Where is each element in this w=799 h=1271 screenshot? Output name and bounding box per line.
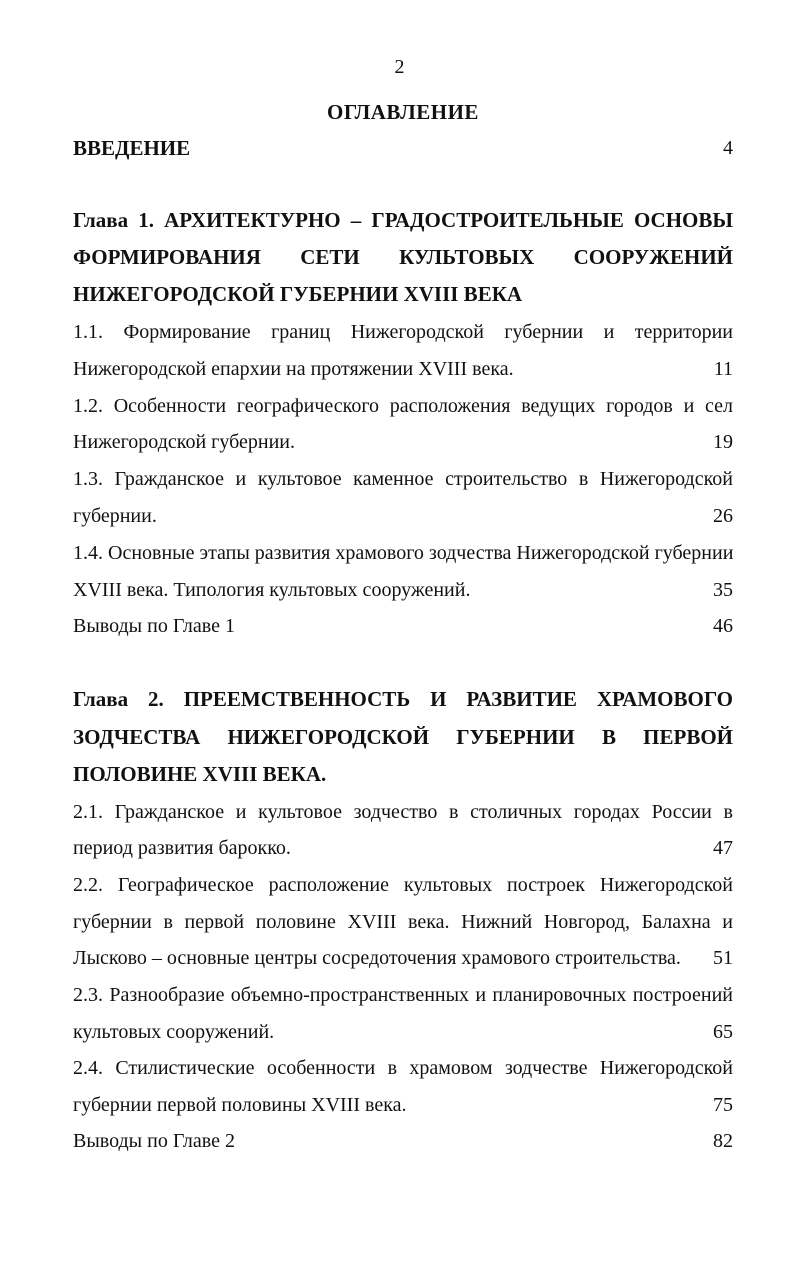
toc-section-1-3-line2: губернии.	[73, 505, 157, 527]
chapter2-heading-line2: ЗОДЧЕСТВА НИЖЕГОРОДСКОЙ ГУБЕРНИИ В ПЕРВОЙ	[73, 725, 733, 749]
toc-section-2-4-page: 75	[713, 1094, 733, 1116]
toc-section-2-3-line2: культовых сооружений.	[73, 1021, 275, 1043]
toc-section-2-1-line2: период развития барокко.	[73, 837, 291, 859]
toc-section-2-2-page: 51	[713, 947, 733, 969]
toc-section-2-2-line3: Лысково – основные центры сосредоточения храмового строительства.	[73, 947, 681, 969]
chapter1-heading-line3: НИЖЕГОРОДСКОЙ ГУБЕРНИИ XVIII ВЕКА	[73, 282, 523, 306]
toc-section-1-1-page: 11	[713, 358, 733, 380]
toc-section-2-4-line2: губернии первой половины XVIII века.	[73, 1094, 407, 1116]
toc-section-1-2-line1: 1.2. Особенности географического расположения ведущих городов и сел	[73, 395, 733, 417]
toc-section-1-1-line2: Нижегородской епархии на протяжении XVIII века.	[73, 358, 514, 380]
toc-intro-page: 4	[723, 137, 733, 159]
toc-section-2-2-line1: 2.2. Географическое расположение культовых построек Нижегородской	[73, 874, 733, 896]
toc-conclusion-1-page: 46	[713, 615, 733, 637]
chapter2-heading-line1: Глава 2. ПРЕЕМСТВЕННОСТЬ И РАЗВИТИЕ ХРАМОВОГО	[73, 687, 733, 711]
toc-intro-label: ВВЕДЕНИЕ	[73, 136, 191, 160]
page-title: ОГЛАВЛЕНИЕ	[327, 100, 479, 124]
toc-section-2-1-page: 47	[713, 837, 733, 859]
toc-section-1-1-line1: 1.1. Формирование границ Нижегородской губернии и территории	[73, 321, 733, 343]
toc-section-2-4-line1: 2.4. Стилистические особенности в храмовом зодчестве Нижегородской	[73, 1057, 733, 1079]
page-number: 2	[394, 56, 405, 78]
toc-section-2-3-line1: 2.3. Разнообразие объемно-пространственных и планировочных построений	[73, 984, 733, 1006]
chapter2-heading-line3: ПОЛОВИНЕ XVIII ВЕКА.	[73, 762, 327, 786]
chapter1-heading-line2: ФОРМИРОВАНИЯ СЕТИ КУЛЬТОВЫХ СООРУЖЕНИЙ	[73, 245, 733, 269]
toc-conclusion-1-label: Выводы по Главе 1	[73, 615, 235, 637]
toc-section-1-4-line1: 1.4. Основные этапы развития храмового зодчества Нижегородской губернии	[73, 542, 734, 564]
toc-section-2-1-line1: 2.1. Гражданское и культовое зодчество в столичных городах России в	[73, 801, 733, 823]
toc-conclusion-2-page: 82	[713, 1130, 733, 1152]
toc-section-1-2-line2: Нижегородской губернии.	[73, 431, 296, 453]
toc-section-1-3-line1: 1.3. Гражданское и культовое каменное строительство в Нижегородской	[73, 468, 733, 490]
toc-section-1-4-line2: XVIII века. Типология культовых сооружений.	[73, 579, 471, 601]
toc-section-1-4-page: 35	[713, 579, 733, 601]
toc-section-2-2-line2: губернии в первой половине XVIII века. Нижний Новгород, Балахна и	[73, 911, 733, 933]
chapter1-heading-line1: Глава 1. АРХИТЕКТУРНО – ГРАДОСТРОИТЕЛЬНЫЕ ОСНОВЫ	[73, 208, 733, 232]
toc-conclusion-2-label: Выводы по Главе 2	[73, 1130, 235, 1152]
toc-section-1-2-page: 19	[713, 431, 733, 453]
toc-section-2-3-page: 65	[713, 1021, 733, 1043]
toc-section-1-3-page: 26	[713, 505, 733, 527]
